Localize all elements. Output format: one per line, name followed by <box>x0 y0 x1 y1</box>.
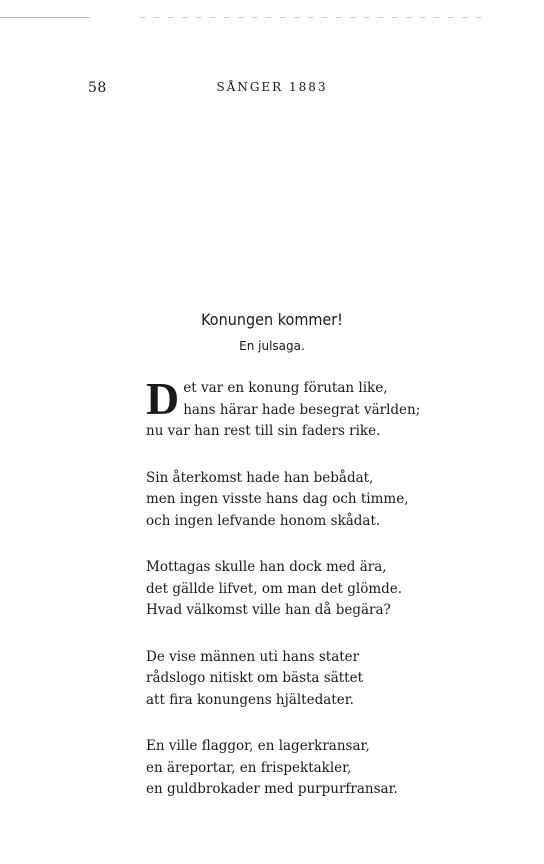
poem-line: Mottagas skulle han dock med ära, <box>146 559 387 575</box>
page-number: 58 <box>88 80 107 96</box>
drop-cap: D <box>146 373 180 424</box>
poem-line: De vise männen uti hans stater <box>146 648 360 665</box>
poem-line: och ingen lefvande honom skådat. <box>146 512 381 529</box>
stanza-3 <box>146 557 466 622</box>
poem-line: det gällde lifvet, om man det glömde. <box>146 580 403 597</box>
poem-subtitle: En julsaga. <box>239 339 305 353</box>
poem-line: En ville flaggor, en lagerkransar, <box>146 738 370 754</box>
poem-line: rådslogo nitiskt om bästa sättet <box>146 670 364 686</box>
stanza-4 <box>146 647 466 712</box>
poem-line: en äreportar, en frispektakler, <box>146 759 352 776</box>
poem-line: Sin återkomst hade han bebådat, <box>146 469 374 486</box>
poem-line: en guldbrokader med purpurfransar. <box>146 781 398 797</box>
poem-line: men ingen visste hans dag och timme, <box>146 491 409 507</box>
stanza-2 <box>146 468 466 533</box>
top-scan-rule <box>0 17 90 18</box>
poem-line: et var en konung förutan like, <box>183 380 388 396</box>
running-head: SÅNGER 1883 <box>216 80 328 94</box>
poem-line: nu var han rest till sin faders rike. <box>146 423 381 439</box>
poem-body <box>146 373 466 826</box>
top-scan-dots <box>140 17 490 18</box>
poem-line: hans härar hade besegrat världen; <box>183 401 421 418</box>
poem-title: Konungen kommer! <box>201 310 343 329</box>
poem-line: att fira konungens hjältedater. <box>146 691 354 708</box>
stanza-5 <box>146 736 466 801</box>
poem-line: Hvad välkomst ville han då begära? <box>146 602 391 618</box>
stanza-1 <box>146 373 466 443</box>
